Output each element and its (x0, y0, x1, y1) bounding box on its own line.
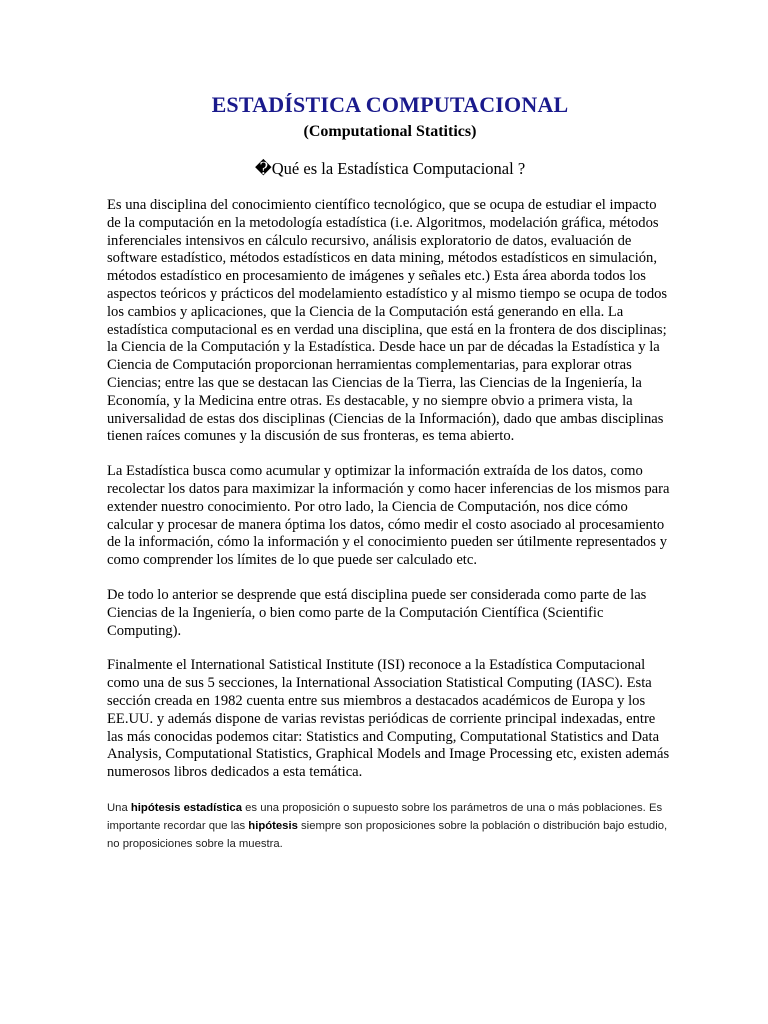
note-text-3: siempre son proposiciones sobre la población o distribución bajo estudio, no proposiciones sobre la muestra. (107, 819, 668, 850)
paragraph-isi: Finalmente el International Satistical Institute (ISI) reconoce a la Estadística Computacional como una de sus 5 secciones, la International Association Statistical Computing (IASC). Esta sección creada en 1982 cuenta entre sus miembros a destacados académicos de Europa y los EE.UU. y además dispone de varias revistas periódicas de corriente principal indexadas, entre las más conocidas podemos citar: Statistics and Computing, Computational Statistics and Data Analysis, Computational Statistics, Graphical Models and Image Processing etc, existen además numerosos libros dedicados a esta temática. (107, 657, 670, 781)
note-text-2: es una proposición o supuesto sobre los parámetros de una o más poblaciones. Es importante recordar que las (107, 801, 663, 832)
document-subtitle: (Computational Statitics) (303, 123, 477, 140)
paragraph-engineering: De todo lo anterior se desprende que está disciplina puede ser considerada como parte de las Ciencias de la Ingeniería, o bien como parte de la Computación Científica (Scientific Computing). (107, 586, 647, 639)
note-bold-2: hipótesis (248, 819, 298, 832)
section-question: �Qué es la Estadística Computacional ? (254, 159, 526, 178)
note-bold-1: hipótesis estadística (130, 801, 243, 814)
document-body (107, 88, 673, 853)
hypothesis-note (107, 799, 673, 853)
paragraph-statistics-computing: La Estadística busca como acumular y optimizar la información extraída de los datos, como recolectar los datos para maximizar la información y como hacer inferencias de los mismos para extender nuestro conocimiento. Por otro lado, la Ciencia de Computación, nos dice cómo calcular y procesar de manera óptima los datos, cómo medir el costo asociado al procesamiento de la información, cómo la información y el conocimiento pueden ser útilmente representados y como comprender los límites de lo que puede ser calculado etc. (107, 463, 670, 569)
note-text-1: Una (107, 801, 131, 814)
document-title: ESTADÍSTICA COMPUTACIONAL (211, 92, 569, 117)
paragraph-definition: Es una disciplina del conocimiento científico tecnológico, que se ocupa de estudiar el impacto de la computación en la metodología estadística (i.e. Algoritmos, modelación gráfica, métodos inferenciales intensivos en cálculo recursivo, análisis exploratorio de datos, evaluación de software estadístico, métodos estadísticos en data mining, métodos estadísticos en simulación, métodos estadístico en procesamiento de imágenes y señales etc.) Esta área aborda todos los aspectos teóricos y prácticos del modelamiento estadístico y al mismo tiempo se ocupa de todos los cambios y aplicaciones, que la Ciencia de la Computación está generando en ella. La estadística computacional es en verdad una disciplina, que está en la frontera de dos disciplinas; la Ciencia de la Computación y la Estadística. Desde hace un par de décadas la Estadística y la Ciencia de Computación proporcionan herramientas complementarias, para explorar otras Ciencias; entre las que se destacan las Ciencias de la Tierra, las Ciencias de la Ingeniería, la Economía, y la Medicina entre otras. Es destacable, y no siempre obvio a primera vista, la universalidad de estas dos disciplinas (Ciencias de la Información), dado que ambas disciplinas tienen raíces comunes y la discusión de sus fronteras, es tema abierto. (107, 197, 668, 445)
